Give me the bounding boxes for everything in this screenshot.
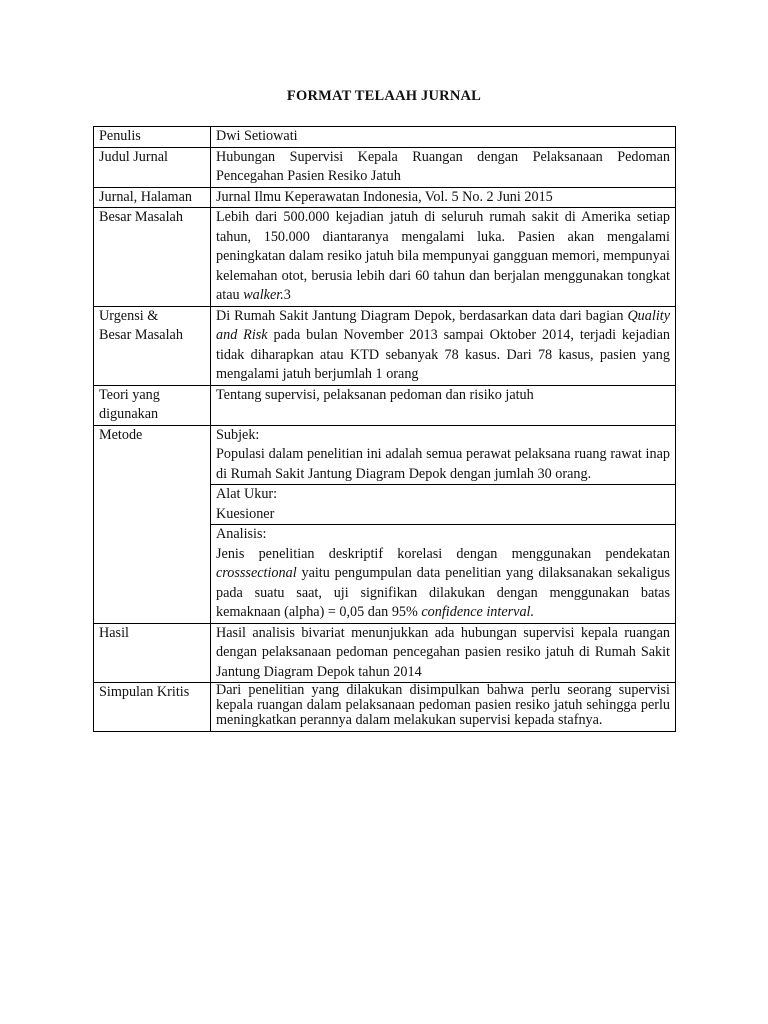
value-alat-ukur [211, 485, 676, 525]
review-table [93, 126, 676, 732]
label-jurnal: Jurnal, Halaman [94, 187, 211, 208]
label-simpulan: Simpulan Kritis [94, 683, 211, 732]
value-urgensi [211, 306, 676, 385]
alat-heading: Alat Ukur: [216, 486, 278, 502]
value-analisis [211, 525, 676, 624]
label-teori-line2: digunakan [99, 406, 159, 422]
value-simpulan: Dari penelitian yang dilakukan disimpulkan bahwa perlu seorang supervisi kepala ruangan dalam pelaksanaan pedoman pasien resiko jatuh sehingga perlu meningkatkan perannya dalam melakukan supervisi kepada stafnya. [211, 683, 676, 732]
row-simpulan [94, 683, 676, 732]
row-hasil [94, 623, 676, 683]
value-penulis: Dwi Setiowati [211, 127, 676, 148]
value-teori: Tentang supervisi, pelaksanan pedoman dan risiko jatuh [211, 385, 676, 425]
document-title: FORMAT TELAAH JURNAL [286, 88, 482, 104]
row-jurnal [94, 187, 676, 208]
row-metode-subjek [94, 425, 676, 485]
analisis-text-2: yaitu pengumpulan data penelitian yang dilaksanakan sekaligus pada suatu saat, uji signifikan dilakukan dengan menggunakan batas kemaknaan (alpha) = 0,05 dan 95% [216, 565, 670, 620]
row-urgensi [94, 306, 676, 385]
label-urgensi-line2: Besar Masalah [99, 327, 183, 343]
subjek-text: Populasi dalam penelitian ini adalah semua perawat pelaksana ruang rawat inap di Rumah Sakit Jantung Diagram Depok dengan jumlah 30 orang. [216, 446, 670, 482]
besar-ref: 3 [283, 287, 291, 303]
analisis-italic-1: crosssectional [216, 565, 297, 581]
value-hasil: Hasil analisis bivariat menunjukkan ada hubungan supervisi kepala ruangan dengan pelaksanaan pedoman pencegahan pasien resiko jatuh di Rumah Sakit Jantung Diagram Depok tahun 2014 [211, 623, 676, 683]
label-teori-line1: Teori yang [99, 386, 160, 403]
value-jurnal: Jurnal Ilmu Keperawatan Indonesia, Vol. 5 No. 2 Juni 2015 [211, 187, 676, 208]
value-subjek [211, 425, 676, 485]
label-teori [94, 385, 211, 425]
label-metode: Metode [94, 425, 211, 623]
analisis-heading: Analisis: [216, 526, 267, 542]
urgensi-text-1: Di Rumah Sakit Jantung Diagram Depok, berdasarkan data dari bagian [216, 307, 628, 324]
label-urgensi-line1: Urgensi & [99, 307, 159, 324]
row-judul [94, 147, 676, 187]
label-penulis: Penulis [94, 127, 211, 148]
row-besar-masalah [94, 208, 676, 307]
value-besar-masalah [211, 208, 676, 307]
label-judul: Judul Jurnal [94, 147, 211, 187]
label-hasil: Hasil [94, 623, 211, 683]
analisis-text-1: Jenis penelitian deskriptif korelasi dengan menggunakan pendekatan [216, 545, 670, 562]
besar-italic: walker. [243, 287, 284, 303]
alat-text: Kuesioner [216, 505, 275, 522]
subjek-heading: Subjek: [216, 426, 260, 443]
urgensi-text-2: pada bulan November 2013 sampai Oktober 2014, terjadi kejadian tidak diharapkan atau KTD sebanyak 78 kasus. Dari 78 kasus, pasien yang mengalami jatuh berjumlah 1 orang [216, 327, 670, 382]
row-penulis [94, 127, 676, 148]
besar-text: Lebih dari 500.000 kejadian jatuh di seluruh rumah sakit di Amerika setiap tahun, 150.000 diantaranya mengalami luka. Pasien akan mengalami peningkatan dalam resiko jatuh bila mempunyai gangguan memori, mempunyai kelemahan otot, berusia lebih dari 60 tahun dan berjalan menggunakan tongkat atau [216, 209, 670, 303]
value-judul: Hubungan Supervisi Kepala Ruangan dengan Pelaksanaan Pedoman Pencegahan Pasien Resiko Jatuh [211, 147, 676, 187]
label-urgensi [94, 306, 211, 385]
label-besar-masalah: Besar Masalah [94, 208, 211, 307]
urgensi-italic: Quality and Risk [216, 307, 670, 343]
analisis-italic-2: confidence interval. [421, 604, 535, 620]
row-teori [94, 385, 676, 425]
